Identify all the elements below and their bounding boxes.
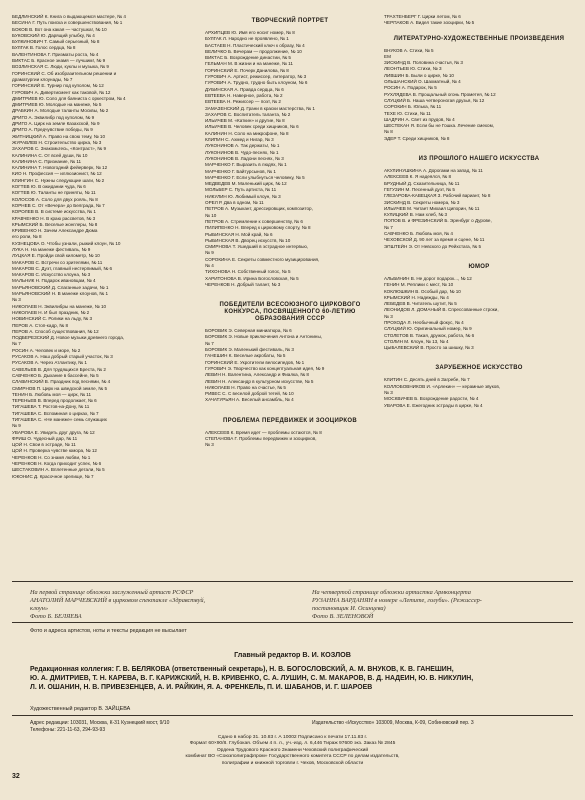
index-entry: МАРЧЕНКО Г. Выразить в людях, № 1: [205, 162, 287, 168]
front-cover-caption: [30, 589, 290, 621]
index-entry: УВАРОВА Е. Увидеть друг друга, № 12: [12, 429, 95, 435]
section-list-continued: [384, 14, 574, 27]
section-list-literary-works: [384, 48, 574, 142]
index-entry: ВЕЛИЧКО Б. Вечерам — продолжение, № 10: [205, 48, 302, 54]
section-title-literary-works: ЛИТЕРАТУРНО-ХУДОЖЕСТВЕННЫЕ ПРОИЗВЕДЕНИЯ: [393, 35, 565, 42]
section-list-humor: [384, 276, 574, 352]
index-entry: ВИКТАС Б. Красное знамя — лучшим!, № 9: [12, 58, 106, 64]
index-entry: ВОЗЛИНСКАЯ С. Люди, куклы и музыка, № 9: [12, 64, 109, 70]
index-entry: КОРОЛЕВ В. В системе искусства, № 1: [12, 209, 96, 215]
index-entry: МАРЧЕНКО Г. Байтурсынов, № 1: [205, 168, 276, 174]
index-entry: ЗАХАРОВ С. Воспитатель таланта, № 2: [205, 111, 291, 117]
index-entry: ЧЕРЕНКОВ Н. Со знамя любви, № 1: [12, 454, 91, 460]
index-entry: САВЧЕНКО Б. Дыхание в бассейне, № 5: [12, 372, 99, 378]
index-entry: ЧЕРПАКОВ А. Видел такие зооцирки, № 5: [384, 20, 475, 26]
section-title-humor: ЮМОР: [468, 263, 490, 270]
index-entry: ЛЕВИН Н. Валентина, Александр и Фиалка, № 8: [205, 372, 309, 378]
index-entry: ТИГАШЕВА Т. Ростов-на-Дону, № 11: [12, 404, 90, 410]
index-entry: ГЕНИН М. Реплики с мест, № 10: [384, 282, 454, 288]
index-entry: № 3: [12, 297, 21, 303]
section-title-creative-portrait: ТВОРЧЕСКИЙ ПОРТРЕТ: [251, 18, 329, 24]
board-line: Ю. А. ДМИТРИЕВ, Т. Н. КАРЕВА, В. Г. КАРИЖСКИЙ, Н. В. КРИВЕНКО, С. А. ЛУШИН, С. М. МАКАРОВ, В. Д. НАДЕИН, Ю. В. НИКУЛИН,: [30, 675, 474, 682]
index-entry: ШАДРИН А. Свет из прудов, № 4: [384, 116, 455, 122]
index-entry: драматургии клоунады, № 7: [12, 76, 73, 82]
address-line: Телефоны: 221-11-63, 294-93-93: [30, 726, 106, 733]
imprint-line: Ордена Трудового Красного Знамени Чеховский полиграфический: [216, 747, 369, 753]
index-entry: ЖИТНИЦКИЙ А. Право на свою тему, № 10: [12, 133, 106, 139]
index-entry: ЛУКА Н. На манеже фестиваль, № 9: [12, 246, 91, 252]
index-entry: ЮКОНИС Д. Красочное зрелище, № 7: [12, 473, 94, 479]
section-title-history: ИЗ ПРОШЛОГО НАШЕГО ИСКУССТВА: [418, 156, 540, 163]
section-list-foreign-art: [384, 377, 574, 408]
index-entry: БУКОВСКИЙ Ю. Дарящий улыбку, № 4: [12, 32, 95, 38]
section-list-history: [384, 168, 574, 250]
index-entry: МАКАРОВ С. Дуэт, главный нестерпимый, № 6: [12, 265, 113, 271]
index-entry: ТИХОНОВА Н. Собственный голос, № 5: [205, 269, 291, 275]
index-entry: ЛЕОНИДОВ Л. ДОМАНЫЙ В. Спрессованные строки,: [384, 307, 499, 313]
board-line: Л. И. ОШАНИН, Н. В. ПРИВЕЗЕНЦЕВ, А. И. РАЙКИН, Я. А. ФРЕНКЕЛЬ, П. И. ШАБАНОВ, И. Г. ШАРОЕВ: [30, 684, 373, 691]
index-entry: СЛАВИНСКИЙ В. Праздник под песнями, № 4: [12, 379, 111, 385]
index-entry: ЛЕОНТЬЕВ Ю. Стихи, № 3: [384, 66, 442, 72]
index-entry: ЛИВШИН Б. Были о цирке, № 10: [384, 72, 454, 78]
index-column-2: [205, 14, 375, 449]
divider-rule: [12, 622, 573, 623]
index-entry: ГОРИНСКИЙ Е. Укротители велосипедов, № 1: [205, 359, 305, 365]
index-entry: ДРИГО А. Эквилибр под куполом, № 9: [12, 114, 95, 120]
index-entry: АЛЬБИНИН В. Не дорог подарок..., № 12: [384, 275, 472, 281]
index-entry: ЧЕРЕНКОВ Н. Когда приходит успех, № 6: [12, 461, 102, 467]
index-entry: ГАНЕШИН К. Веселые акробаты, № 5: [205, 353, 286, 359]
index-entry: АРХИПЦЕВ Ю. Имя его носит номер, № 8: [205, 30, 295, 35]
index-entry: КЛИПИН С. Ахмед и Нигар, № 3: [205, 137, 274, 143]
index-entry: ЗАМАЗЕНСКИЙ Д. Грани в краски мастерства, № 1: [205, 105, 315, 111]
index-entry: КУЛИЦКИЙ В. Нам хлеб, № 3: [384, 212, 448, 218]
index-entry: СМИРНОВА Т. Ушедший в эстрадное интервью,: [205, 244, 309, 250]
address-line: Адрес редакции: 103031, Москва, К-31 Кузнецкий мост, 9/10: [30, 720, 170, 726]
index-entry: КАЛИНИНА Т. Новогодний фейерверк, № 12: [12, 165, 108, 171]
index-entry: МОЛЬБЕР С. Путь артиста, № 11: [205, 187, 277, 193]
index-entry: ФРИШ О. Чудесный дар, № 11: [12, 435, 78, 441]
index-entry: РУСАКОВ А. Через Атлантику, № 1: [12, 360, 87, 366]
back-cover-caption: [312, 589, 574, 621]
imprint-line: Сдано в набор 31. 10.83 г. А 10002 Подписано к печати 17.11.83 г.: [217, 735, 368, 740]
index-entry: ЗАХАРОВ С. Знакомьтесь, «Контраст», № 9: [12, 146, 107, 152]
index-entry: КРАВЧЕНКО Н. В краю рассветов, № 3: [12, 215, 96, 221]
index-entry: НОВИНСКИЙ С. Ролики на льду, № 3: [12, 316, 93, 322]
section-title-foreign-art: ЗАРУБЕЖНОЕ ИСКУССТВО: [435, 365, 523, 372]
index-entry: ГОРИНСКИЙ Е. Почерк Данилова, № 8: [205, 67, 289, 73]
index-entry: ПОПОВ В. и ФРЕЗИНСКИЙ Б. Эренбург о Дурове,: [384, 218, 492, 224]
index-entry: САВЕЛЬЕВ В. Для трудящихся Бреста, № 2: [12, 366, 106, 372]
index-entry: КАЛИНИНА С. Признание, № 11: [12, 158, 82, 164]
index-entry: ПОДБЕРЕЗСКИЙ Д. Новое музыки древнего города,: [12, 335, 125, 341]
index-entry: КЛИТИН С. Десять дней в Загребе, № 7: [384, 377, 470, 383]
divider-rule: [12, 715, 573, 716]
index-entry: ГУРОВИЧ А. Дивертисмент как таковой, № 12: [12, 89, 111, 95]
index-entry: РОСИН А. Человек и море, № 2: [12, 347, 81, 353]
index-entry: № 7: [205, 340, 214, 346]
index-entry: ШЕСТАКОВИН А. Вплетенные детали, № 5: [12, 467, 105, 473]
caption-line: постановщик И. Осинцева): [312, 605, 386, 612]
index-entry: КОРНЕВ С. От «Вечера» до Белграда, № 7: [12, 202, 105, 208]
index-entry: ЦОЙ Н. Проверка чувстве юмора, № 12: [12, 448, 97, 454]
index-entry: КРЫМСКИЙ Б. Веселые жонглеры, № 8: [12, 221, 98, 227]
index-entry: БЕДЛИНСКИЙ К. Книга о выдающемся мастере, № 4: [12, 14, 126, 19]
index-entry: ХАРИТОНОВА В. Ирина Богословская, № 5: [205, 275, 299, 281]
index-entry: КРЫМСКИЙ Н. Надежды, № 4: [384, 294, 449, 300]
index-entry: МАКАРОВ С. Искусство клоуна, № 3: [12, 272, 91, 278]
index-entry: ДМИТРИЕВ Ю. Соло для баяниста с оркестром, № 4: [12, 95, 126, 101]
index-entry: № 3: [205, 442, 214, 448]
editorial-address: [30, 720, 169, 733]
index-entry: РУСАКОВ А. Наш добрый старый участок, № 3: [12, 354, 113, 360]
index-entry: МАРЬЯНОВСКИЙ Н. В манеже клоунов, № 1: [12, 291, 109, 297]
index-entry: ДРИГО А. Предчувствие победы, № 9: [12, 127, 93, 133]
index-entry: АЛЕКСЕЕВ К. Я надеялся, № 8: [384, 174, 452, 180]
index-entry: БОРОВИК Э. Маленький фестиваль, № 3: [205, 347, 294, 353]
index-entry: МОСКВИЧЕВ Б. Возрождение радости, № 4: [384, 396, 479, 402]
index-entry: № 10: [205, 212, 217, 218]
section-list-mobile-circuses: [205, 430, 375, 449]
index-entry: РУХЛЯДЕВА В. Прощальный огонь Прометея, № 12: [384, 91, 496, 97]
index-entry: № 7: [12, 341, 21, 347]
index-entry: БРУДНЫЙ Д. Сказительница, № 11: [384, 180, 460, 186]
imprint-line: полиграфии и книжной торговли г. Чехов, Московской области: [221, 760, 364, 766]
page-number: 32: [12, 773, 20, 780]
index-entry: ПРОХОДА Л. Необычный фокус, № 4: [384, 319, 464, 325]
imprint-line: Формат 60×90/8. Глубокая. Объем 4 п. л., уч.-изд. л. 6,446 Тираж 97600 экз. Заказ № 2845: [189, 741, 396, 747]
caption-line: На первой странице обложки заслуженный артист РСФСР: [30, 589, 194, 596]
divider-rule: [12, 581, 573, 582]
index-entry: ИЛЬИЧЕВ М. Читает Михаил Ципорин, № 11: [384, 205, 480, 211]
caption-line: РУЗАННА ВАРДАНЯН в номере «Летите, голуби». (Режиссер-: [312, 597, 482, 604]
index-entry: ЭПШТЕЙН Э. От Невского до Рейхстага, № 5: [384, 243, 482, 249]
index-entry: СМИРНОВ П. Цирк на шведской земле, № 5: [12, 385, 107, 391]
index-entry: ХАЧАТУРЬЯН А. Веселый ансамбль, № 4: [205, 397, 294, 403]
index-entry: ВНУКОВ А. Стихи, № 5: [384, 47, 434, 53]
index-entry: МАКАРОВ С. Встречи со зрителями, № 11: [12, 259, 103, 265]
index-entry: ГОРИНСКИЙ С. Об изобразительном решении и: [12, 70, 117, 76]
index-entry: БОРОВИК Э. Новые приключения Антона и Антонины,: [205, 334, 323, 340]
index-entry: ЧЕРЕНКОВ Н. Добрый талант, № 3: [205, 281, 281, 287]
index-entry: ЛЕВИН Н. Александр в культурном искусстве, № 5: [205, 378, 314, 384]
index-entry: КЛИНГИН С. Нужны следующие шаги, № 2: [12, 177, 105, 183]
index-entry: ЛУКОНИНОВ В. Чудо-песнях, № 1: [205, 149, 279, 155]
index-entry: ПИЛИПЕНКО Н. Вперед к цирковому спорту, № 8: [205, 225, 311, 231]
index-entry: № 4: [205, 262, 214, 268]
index-entry: СОРОКИН Б. Юлька, № 11: [384, 104, 442, 110]
index-entry: ЛУКОНИНОВ А. Так держать!, № 1: [205, 143, 280, 149]
index-column-3: [384, 14, 574, 409]
index-entry: РЫБИНСКАЯ В. Дворец искусств, № 10: [205, 237, 291, 243]
index-entry: ДРАБКИН А. Молодые таланты Москвы, № 2: [12, 108, 109, 114]
index-entry: КОГТЕВ Ю. В ожидании чуда, № 6: [12, 184, 86, 190]
index-entry: БОКОВ В. Вот она какая — частушка!, № 10: [12, 26, 107, 32]
index-entry: ЛЕБЕДЕВ В. Читатель шутит, № 5: [384, 301, 457, 307]
index-entry: ГУРОВИЧ Э. Творчество как концептуальная идея, № 9: [205, 365, 325, 371]
index-entry: ГОРИНСКИЙ Е. Турнир под куполом, № 12: [12, 83, 104, 89]
index-entry: КУЗНЕЦОВА О. Чтобы узнали, рыжий клоун, № 10: [12, 240, 121, 246]
editorial-note: Фото и адреса артистов, ноты и тексты редакция не высылает: [30, 628, 187, 634]
index-entry: РЫБИНСКАЯ Н. Мой край, № 6: [205, 231, 273, 237]
index-entry: ВИКТАС Б. Возрождение династии, № 5: [205, 55, 291, 61]
index-entry: ИЛЬИЧЕВ М. «Каткин» и другие, № 8: [205, 118, 285, 124]
index-entry: КОЛОСОВ А. Соло для двух рояль, № 8: [12, 196, 98, 202]
index-entry: ЗИСКИНД В. Секреты номера, № 3: [384, 199, 460, 205]
section-list-contest-winners: [205, 328, 375, 404]
index-entry: ПЕРОВ А. Стоп-кадр, № 8: [12, 322, 69, 328]
index-entry: ШЕСТЕКАН Я. Если бы не Гошка. Лечение смехом,: [384, 123, 495, 129]
index-entry: ПЕТРОВ А. Музыкант, дрессировщик, композитор,: [205, 206, 313, 212]
index-entry: РОСИН А. Подарок, № 5: [384, 85, 437, 91]
index-entry: МАРЧЕНКО Г. Если улыбнуться человеку, № 5: [205, 174, 305, 180]
index-entry: ДМИТРИЕВ Ю. Молодые на манеже, № 5: [12, 102, 102, 108]
index-entry: ПЕРОВ А. Способ существования, № 12: [12, 328, 99, 334]
index-entry: ЕМ: [384, 53, 391, 59]
section-title-mobile-circuses: ПРОБЛЕМА ПЕРЕДВИЖЕК И ЗООЦИРКОВ: [223, 417, 357, 424]
index-entry: ГЕГУЗИН М. Песенный дуэт, № 5: [384, 186, 455, 192]
index-entry: ТЕНИН Б. Любовь моя — цирк, № 11: [12, 391, 92, 397]
index-entry: ГЛЕЗАРОВА-КАВЕЦКАЯ З. Рабочий вариант, № 8: [384, 193, 491, 199]
index-entry: его роли, № 8: [12, 234, 42, 240]
index-entry: НИКУЛИН Ю. Любимый клоун, № 3: [205, 193, 281, 199]
index-entry: № 7: [384, 224, 393, 230]
index-entry: УВАРОВА Е. Ежегодник эстрады в цирке, № 4: [384, 402, 483, 408]
index-entry: МАРЬЯНОВСКИЙ Д. Слаганные задачи, № 1: [12, 284, 109, 290]
index-entry: АЛЕКСЕЕВ К. Время идет — проблемы остаются, № 8: [205, 429, 322, 435]
index-entry: ТРАХТЕНБЕРГ Г. Цирки летом, № 6: [384, 14, 461, 19]
index-entry: СЛУЦКИЙ Б. Наша четвероногая друзья, № 12: [384, 97, 485, 103]
board-line: Редакционная коллегия: Г. В. БЕЛЯКОВА (ответственный секретарь), Н. В. БОГОСЛОВСКИЙ, А. М. ВНУКОВ, К. В. ГАНЕШИН,: [30, 666, 454, 673]
caption-line: клоун»: [30, 605, 48, 612]
index-entry: № 9: [205, 250, 214, 256]
index-entry: ЖУРАВЛЕВ Н. Строительство цирка, № 3: [12, 139, 102, 145]
chief-editor: Главный редактор В. И. КОЗЛОВ: [234, 650, 351, 659]
index-entry: ЧЕХОВСКОЙ Д. 90 лет за время и сцене, № 11: [384, 237, 485, 243]
index-entry: ЭДЕР Т. Среди хищников, № 8: [384, 135, 450, 141]
index-entry: СТОЛЕТОВ В. Такая, дружок, работа, № 6: [384, 332, 475, 338]
index-entry: № 8: [384, 129, 393, 135]
caption-line: Фото Б. БЕЛЯЕВА: [30, 613, 82, 620]
index-entry: ЛУЦКАЯ Е. Пройди свой километр, № 10: [12, 253, 100, 259]
index-entry: ЗИСКИНД В. Половина счастья, № 3: [384, 60, 463, 66]
index-entry: ИЛЬИЧЕВ В. Человек среди хищников, № 6: [205, 124, 299, 130]
index-entry: БУЛГАК Л. Народно не проявлено, № 1: [205, 36, 289, 42]
index-entry: ОРЕЛ Р. Два в одном, № 11: [205, 200, 264, 206]
index-entry: НИКОЛАЕВ Н. Право на счастье, № 5: [205, 384, 286, 390]
index-entry: КАЛИНИНА С. От всей души, № 10: [12, 152, 88, 158]
index-entry: СТОЛИН М. Клоун, № 13, № 4: [384, 338, 449, 344]
index-entry: № 3: [384, 390, 393, 396]
index-entry: ГУРОВИЧ А. Артист, режиссер, литератор, № 3: [205, 74, 307, 80]
index-entry: СОРОКИНА Е. Секреты совместного музицирования,: [205, 256, 320, 262]
publisher-address: Издательство «Искусство» 103009, Москва, К-09, Собиновский пер. 3: [312, 720, 474, 726]
index-entry: № 3: [384, 313, 393, 319]
index-entry: ЕВТЕЕВА Н. Наверное, работа, № 2: [205, 92, 283, 98]
index-entry: ЦЫБАЛЕВСКИЙ В. Просто за шишку, № 3: [384, 345, 474, 351]
index-entry: ГУРОВИЧ А. Трудно, трудно быть клоуном, № 6: [205, 80, 308, 86]
index-entry: КАЛИНИН Н. Соло на микрофоне, № 8: [205, 130, 289, 136]
index-entry: КОГТЕВ Ю. Таланты не приняты, № 11: [12, 190, 96, 196]
index-entry: ТЕРЕНЬЕВ В. Вперед продолжает, № 6: [12, 398, 97, 404]
printing-imprint: [0, 735, 585, 767]
index-entry: ЦОЙ Н. Свои в эстраде, № 11: [12, 442, 76, 448]
index-entry: КОЛЛОБОВНИКОВ И. «Арлекин» — керамные звуков,: [384, 383, 501, 389]
caption-line: АНАТОЛИЙ МАРЧЕВСКИЙ в цирковом спектакле «Здравствуй,: [30, 597, 206, 604]
caption-line: Фото В. ЗЕЛЕНОВОЙ: [312, 613, 374, 620]
index-entry: № 9: [12, 423, 21, 429]
editorial-board: [30, 665, 570, 692]
index-entry: НИКОЛАЕВ Н. И был праздник, № 2: [12, 309, 90, 315]
index-entry: АКУЛИНУШКИНА А. Дорогами на запад, № 11: [384, 168, 483, 174]
index-entry: МАЛЬНИК Н. Подарок ивановцам, № 4: [12, 278, 96, 284]
imprint-line: комбинат ВО «Союзполиграфпром» Государственного комитета СССР по делам издательств,: [185, 754, 400, 760]
index-entry: КОКЛЮШКИН В. Особый дар, № 10: [384, 288, 461, 294]
index-entry: ТИГАШЕВА С. Вспоминая о цирках, № 7: [12, 410, 99, 416]
index-entry: ДРИГО А. Цирк на земле Казахской, № 9: [12, 121, 100, 127]
index-entry: РИВЕС С. С веселой доброй тетей, № 10: [205, 391, 294, 397]
index-entry: ПЕТРОВ А. Стремление к совершенству, № 6: [205, 218, 303, 224]
index-entry: ЛУКОНИНОВ В. Ладони песнях, № 3: [205, 155, 284, 161]
index-entry: ВАЛЕНТИНОВА Г. Призматы роста, № 4: [12, 51, 99, 57]
index-entry: ОЛЬШАНСКИЙ О. Шахматный, № 4: [384, 79, 461, 85]
index-entry: ГЕЛЬМАН М. В жизни и на манеже, № 11: [205, 61, 293, 67]
index-entry: БУЛГАК В. Голос сердца, № 8: [12, 45, 76, 51]
index-entry: ДУБИНСКАЯ А. Правда сердца, № 6: [205, 86, 284, 92]
index-entry: ТИГАШЕВА С. «Не манеже» семь служащих: [12, 417, 107, 422]
index-entry: КРИВЕНКО Н. Зачем Александре Дюма: [12, 228, 98, 234]
index-entry: БУЛКИНОВИЧ Т. Самый серьезный, № 8: [12, 39, 100, 45]
index-entry: БЕСИНА Г. Путь поиска и совершенствования, № 1: [12, 20, 123, 26]
index-entry: СЛУЦКИЙ Ю. Оригинальный номер, № 9: [384, 326, 472, 332]
art-editor: Художественный редактор В. ЗАЙЦЕВА: [30, 706, 131, 712]
index-entry: ЕВТЕЕВА Н. Режиссер — поэт, № 2: [205, 99, 281, 105]
index-column-1: [12, 14, 190, 480]
section-title-contest-winners: ПОБЕДИТЕЛИ ВСЕСОЮЗНОГО ЦИРКОВОГО КОНКУРСА, ПОСВЯЩЕННОГО 60-ЛЕТИЮ ОБРАЗОВАНИЯ СССР: [219, 302, 361, 323]
index-entry: СТЕПАНОВА Г. Проблемы передвижек и зооцирков,: [205, 436, 317, 442]
section-list-creative-portrait: [205, 30, 375, 288]
index-entry: БОРОВИК Э. Северная миниатюра, № 6: [205, 328, 292, 334]
index-entry: МЕДВЕДЕВ М. Маленький цирк, № 12: [205, 181, 287, 187]
index-entry: САВЧЕНКО Б. Любовь моя, № 4: [384, 231, 453, 237]
index-entry: ТЕХЕ Ю. Стихи, № 11: [384, 110, 431, 116]
index-entry: БАСТАЕВ Н. Пластический ключ к образу, № 4: [205, 42, 305, 48]
index-entry: НИКОЛАЕВ Н. Эквилибры на манеже, № 10: [12, 303, 107, 309]
caption-line: На четвертой странице обложки артистка Армконцерта: [312, 589, 471, 596]
index-entry: КИО Н. Профессия — иллюзионист, № 12: [12, 171, 102, 177]
